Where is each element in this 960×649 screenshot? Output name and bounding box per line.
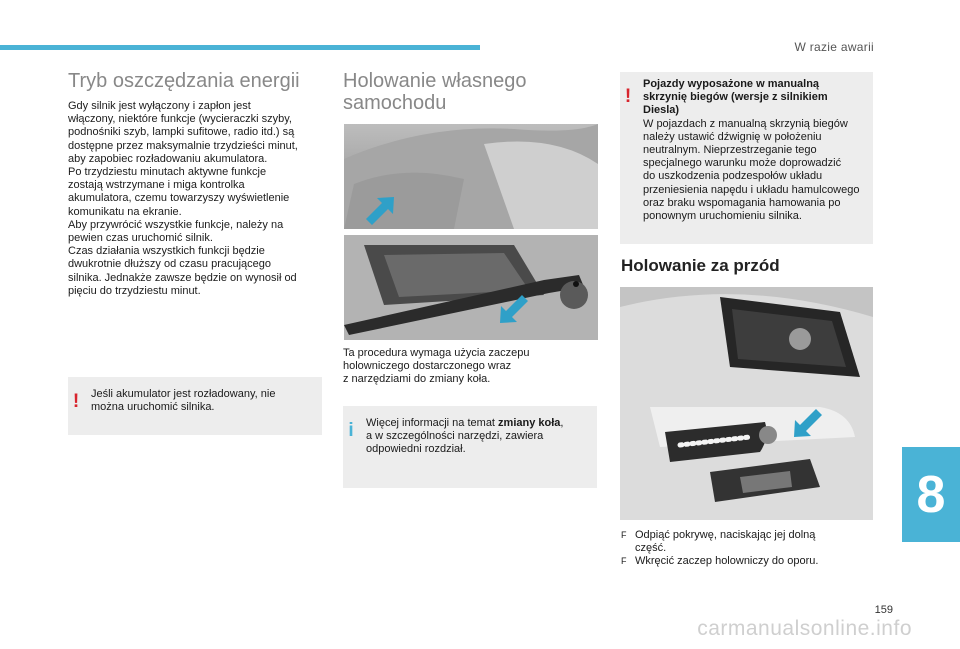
towing-title: [343, 70, 603, 114]
page-number: 159: [874, 604, 893, 616]
towing-info-box: [343, 406, 597, 488]
info-text-post: , a w szczególności narzędzi, zawiera odpowiedni rozdział.: [366, 417, 564, 456]
towing-body: Ta procedura wymaga użycia zaczepu holowniczego dostarczonego wraz z narzędziami do zmiany koła.: [343, 347, 530, 386]
front-towing-steps: [621, 529, 874, 569]
energy-warning-text: Jeśli akumulator jest rozładowany, nie można uruchomić silnika.: [91, 388, 276, 414]
warning-icon: !: [624, 86, 632, 107]
bullet-icon: F: [621, 556, 627, 567]
energy-body: Gdy silnik jest wyłączony i zapłon jest włączony, niektóre funkcje (wycieraczki szyby, podnośniki szyb, lampki sufitowe, radio itd.) są dostępne przez maksymalnie trzydzieści minut, aby zapobiec rozładowaniu akumulatora. Po trzydziestu minutach aktywne funkcje zostają wstrzymane i miga kontrolka akumulatora, czemu towarzyszy wyświetlenie komunikatu na ekranie. Aby przywrócić wszystkie funkcje, należy na pewien czas uruchomić silnik. Czas działania wszystkich funkcji będzie dwukrotnie dłuższy od czasu pracującego silnika. Jednakże zawsze będzie on wynosił od pięciu do trzydziestu minut.: [68, 100, 298, 297]
list-item: [621, 529, 874, 555]
step-text: Odpiąć pokrywę, naciskając jej dolną część.: [635, 529, 816, 555]
chapter-tab: [902, 447, 960, 542]
warning-icon: !: [72, 391, 80, 412]
towing-title-line2: samochodu: [343, 92, 447, 114]
towing-tool-photo: [344, 235, 598, 340]
step-text: Wkręcić zaczep holowniczy do oporu.: [635, 555, 819, 568]
info-icon: i: [348, 420, 354, 441]
header-accent-bar: [0, 45, 480, 50]
manual-warning-text: [643, 78, 865, 223]
manual-warning-title: Pojazdy wyposażone w manualną skrzynię biegów (wersje z silnikiem Diesla): [643, 78, 828, 117]
front-bumper-photo: [620, 287, 873, 520]
energy-warning-box: [68, 377, 322, 435]
towing-eye-storage-photo: [344, 124, 598, 229]
manual-warning-body: W pojazdach z manualną skrzynią biegów należy ustawić dźwignię w położeniu neutralnym. Nieprzestrzeganie tego specjalnego warunku może doprowadzić do uszkodzenia podzespołów układu przeniesienia napędu i układu hamulcowego oraz braku wspomagania hamowania po ponownym uruchomieniu silnika.: [643, 117, 860, 223]
towing-info-text: [366, 417, 589, 457]
info-text-pre: Więcej informacji na temat: [366, 417, 499, 429]
energy-title: Tryb oszczędzania energii: [68, 70, 300, 92]
info-text-bold: zmiany koła: [498, 417, 561, 429]
list-item: [621, 555, 874, 568]
towing-title-line1: Holowanie własnego: [343, 70, 527, 92]
manual-warning-box: [620, 72, 873, 244]
front-towing-title: Holowanie za przód: [621, 256, 780, 275]
bullet-icon: F: [621, 530, 627, 540]
chapter-number: 8: [916, 465, 946, 524]
section-title: W razie awarii: [794, 40, 874, 54]
watermark: carmanualsonline.info: [697, 617, 912, 640]
